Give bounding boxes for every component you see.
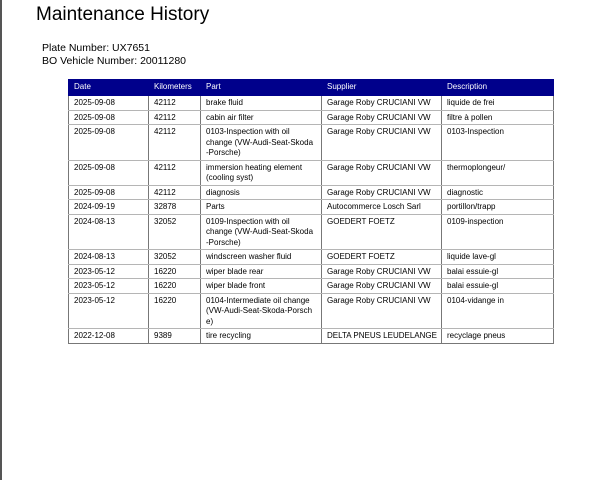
cell-kilometers: 42112: [149, 125, 201, 161]
cell-description: diagnostic: [442, 185, 554, 200]
cell-description: thermoplongeur/: [442, 160, 554, 185]
cell-part: immersion heating element (cooling syst): [201, 160, 322, 185]
cell-supplier: Autocommerce Losch Sarl: [322, 200, 442, 215]
table-row: [69, 185, 554, 200]
cell-supplier: GOEDERT FOETZ: [322, 250, 442, 265]
plate-number-row: [42, 42, 186, 55]
cell-description: 0104-vidange in: [442, 293, 554, 329]
page-title: Maintenance History: [36, 4, 210, 25]
cell-part: windscreen washer fluid: [201, 250, 322, 265]
cell-part: wiper blade front: [201, 279, 322, 294]
bo-vehicle-number-row: [42, 55, 186, 68]
cell-date: 2024-09-19: [69, 200, 149, 215]
cell-kilometers: 42112: [149, 96, 201, 111]
cell-date: 2025-09-08: [69, 160, 149, 185]
cell-date: 2024-08-13: [69, 250, 149, 265]
cell-description: filtre à pollen: [442, 110, 554, 125]
cell-supplier: Garage Roby CRUCIANI VW: [322, 279, 442, 294]
cell-description: portillon/trapp: [442, 200, 554, 215]
table-row: [69, 200, 554, 215]
column-header-part: Part: [201, 80, 322, 96]
table-row: [69, 250, 554, 265]
cell-kilometers: 42112: [149, 160, 201, 185]
bo-vehicle-number-value: 20011280: [140, 55, 186, 67]
cell-supplier: Garage Roby CRUCIANI VW: [322, 160, 442, 185]
cell-kilometers: 42112: [149, 110, 201, 125]
cell-date: 2025-09-08: [69, 125, 149, 161]
plate-number-value: UX7651: [112, 42, 150, 54]
cell-date: 2025-09-08: [69, 110, 149, 125]
vehicle-info: [42, 42, 186, 68]
cell-kilometers: 32052: [149, 250, 201, 265]
cell-part: diagnosis: [201, 185, 322, 200]
table-header-row: [69, 80, 554, 96]
cell-description: liquide de frei: [442, 96, 554, 111]
cell-description: recyclage pneus: [442, 329, 554, 344]
plate-number-label: Plate Number:: [42, 42, 110, 54]
bo-vehicle-number-label: BO Vehicle Number:: [42, 55, 138, 67]
column-header-kilometers: Kilometers: [149, 80, 201, 96]
cell-kilometers: 16220: [149, 279, 201, 294]
table-row: [69, 214, 554, 250]
cell-description: 0103-Inspection: [442, 125, 554, 161]
cell-part: wiper blade rear: [201, 264, 322, 279]
table-row: [69, 125, 554, 161]
cell-kilometers: 9389: [149, 329, 201, 344]
cell-supplier: Garage Roby CRUCIANI VW: [322, 110, 442, 125]
cell-supplier: Garage Roby CRUCIANI VW: [322, 125, 442, 161]
table-row: [69, 279, 554, 294]
table-row: [69, 293, 554, 329]
cell-date: 2023-05-12: [69, 279, 149, 294]
cell-part: cabin air filter: [201, 110, 322, 125]
cell-kilometers: 42112: [149, 185, 201, 200]
cell-part: Parts: [201, 200, 322, 215]
cell-part: tire recycling: [201, 329, 322, 344]
table-row: [69, 264, 554, 279]
table-row: [69, 160, 554, 185]
cell-part: brake fluid: [201, 96, 322, 111]
cell-supplier: DELTA PNEUS LEUDELANGE: [322, 329, 442, 344]
cell-kilometers: 32052: [149, 214, 201, 250]
maintenance-history-table: [68, 79, 554, 344]
cell-date: 2023-05-12: [69, 293, 149, 329]
cell-supplier: GOEDERT FOETZ: [322, 214, 442, 250]
column-header-date: Date: [69, 80, 149, 96]
cell-supplier: Garage Roby CRUCIANI VW: [322, 264, 442, 279]
cell-date: 2022-12-08: [69, 329, 149, 344]
cell-date: 2023-05-12: [69, 264, 149, 279]
cell-date: 2024-08-13: [69, 214, 149, 250]
cell-date: 2025-09-08: [69, 96, 149, 111]
cell-supplier: Garage Roby CRUCIANI VW: [322, 185, 442, 200]
cell-description: 0109-inspection: [442, 214, 554, 250]
column-header-description: Description: [442, 80, 554, 96]
cell-description: balai essuie-gl: [442, 279, 554, 294]
table-row: [69, 96, 554, 111]
column-header-supplier: Supplier: [322, 80, 442, 96]
cell-supplier: Garage Roby CRUCIANI VW: [322, 96, 442, 111]
cell-supplier: Garage Roby CRUCIANI VW: [322, 293, 442, 329]
table-row: [69, 329, 554, 344]
cell-kilometers: 16220: [149, 264, 201, 279]
cell-kilometers: 32878: [149, 200, 201, 215]
cell-part: 0109-Inspection with oil change (VW-Audi-Seat-Skoda -Porsche): [201, 214, 322, 250]
cell-date: 2025-09-08: [69, 185, 149, 200]
cell-part: 0103-Inspection with oil change (VW-Audi-Seat-Skoda -Porsche): [201, 125, 322, 161]
table-row: [69, 110, 554, 125]
cell-kilometers: 16220: [149, 293, 201, 329]
cell-description: balai essuie-gl: [442, 264, 554, 279]
cell-description: liquide lave-gl: [442, 250, 554, 265]
table-body: [69, 96, 554, 344]
cell-part: 0104-Intermediate oil change (VW-Audi-Seat-Skoda-Porsch e): [201, 293, 322, 329]
